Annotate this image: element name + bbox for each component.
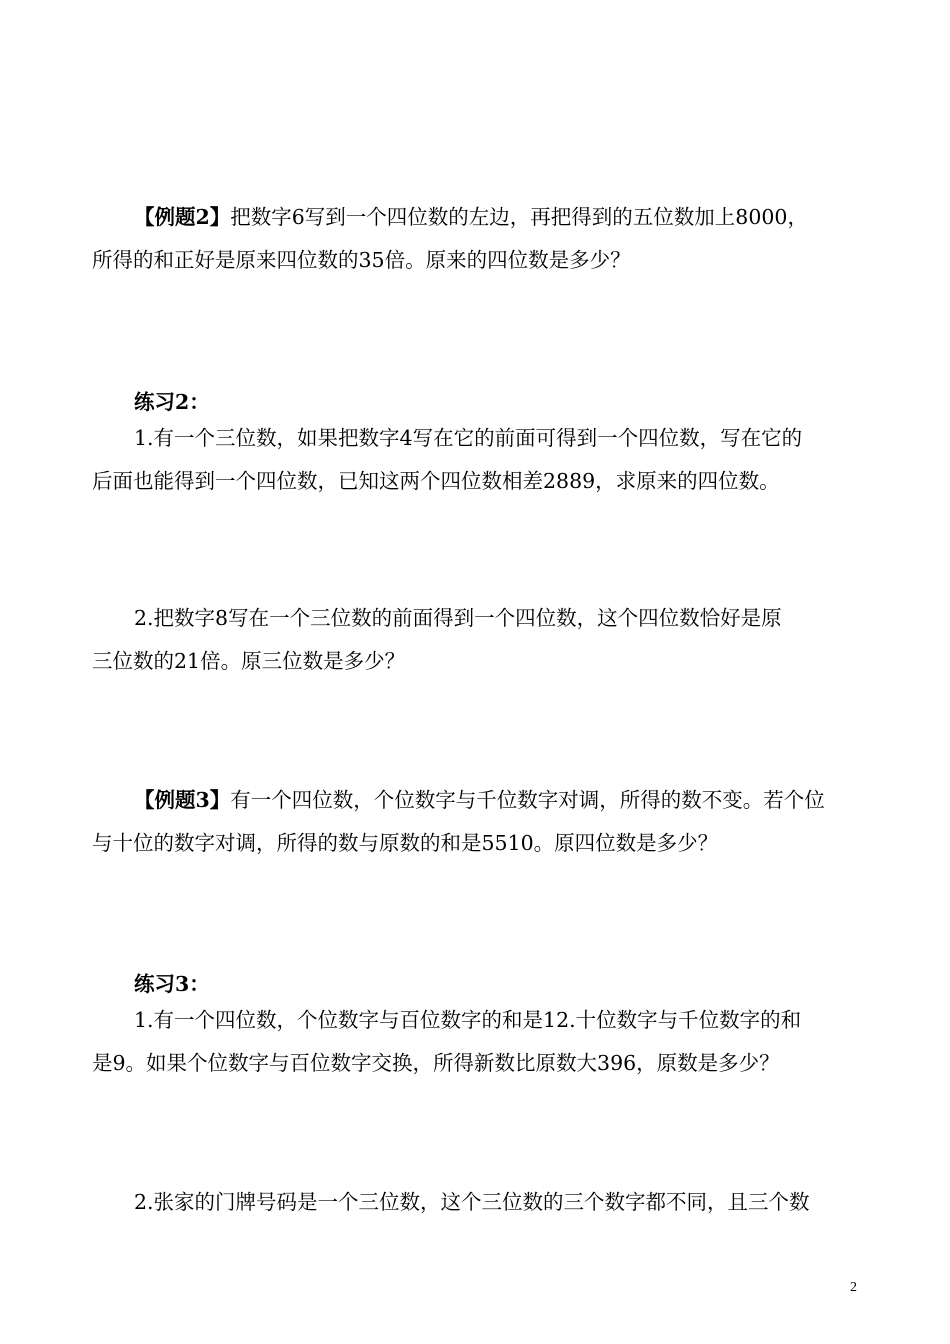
practice-3-question-1 xyxy=(92,999,862,1085)
practice-2-heading: 练习2： xyxy=(134,390,210,414)
practice-2-question-2 xyxy=(92,597,862,683)
practice-2-q1-line-2: 后面也能得到一个四位数，已知这两个四位数相差2889，求原来的四位数。 xyxy=(92,469,780,493)
practice-2-q1-line-1: 1.有一个三位数，如果把数字4写在它的前面可得到一个四位数，写在它的 xyxy=(134,426,803,450)
practice-2-q2-line-2: 三位数的21倍。原三位数是多少？ xyxy=(92,649,406,673)
example-3-line-1 xyxy=(92,779,862,822)
page-number: 2 xyxy=(850,1280,857,1295)
example-2-line-1 xyxy=(92,196,862,239)
practice-3-question-2 xyxy=(92,1181,862,1224)
practice-2-question-1 xyxy=(92,417,862,503)
example-2-paragraph xyxy=(92,196,862,282)
practice-2-q2-line-1: 2.把数字8写在一个三位数的前面得到一个四位数，这个四位数恰好是原 xyxy=(134,606,782,630)
example-2-line-2: 所得的和正好是原来四位数的35倍。原来的四位数是多少？ xyxy=(92,248,631,272)
example-2-label: 【例题2】 xyxy=(134,205,231,229)
practice-3-heading: 练习3： xyxy=(134,972,210,996)
example-3-text-1: 有一个四位数，个位数字与千位数字对调，所得的数不变。若个位 xyxy=(230,788,825,812)
practice-3-q1-line-1: 1.有一个四位数，个位数字与百位数字的和是12.十位数字与千位数字的和 xyxy=(134,1008,802,1032)
practice-3-q1-line-2: 是9。如果个位数字与百位数字交换，所得新数比原数大396，原数是多少？ xyxy=(92,1051,780,1075)
example-3-line-2: 与十位的数字对调，所得的数与原数的和是5510。原四位数是多少？ xyxy=(92,831,719,855)
example-3-label: 【例题3】 xyxy=(134,788,231,812)
example-2-text-1: 把数字6写到一个四位数的左边，再把得到的五位数加上8000， xyxy=(230,205,808,229)
practice-3-q2-line-1: 2.张家的门牌号码是一个三位数，这个三位数的三个数字都不同，且三个数 xyxy=(134,1190,810,1214)
example-3-paragraph xyxy=(92,779,862,865)
